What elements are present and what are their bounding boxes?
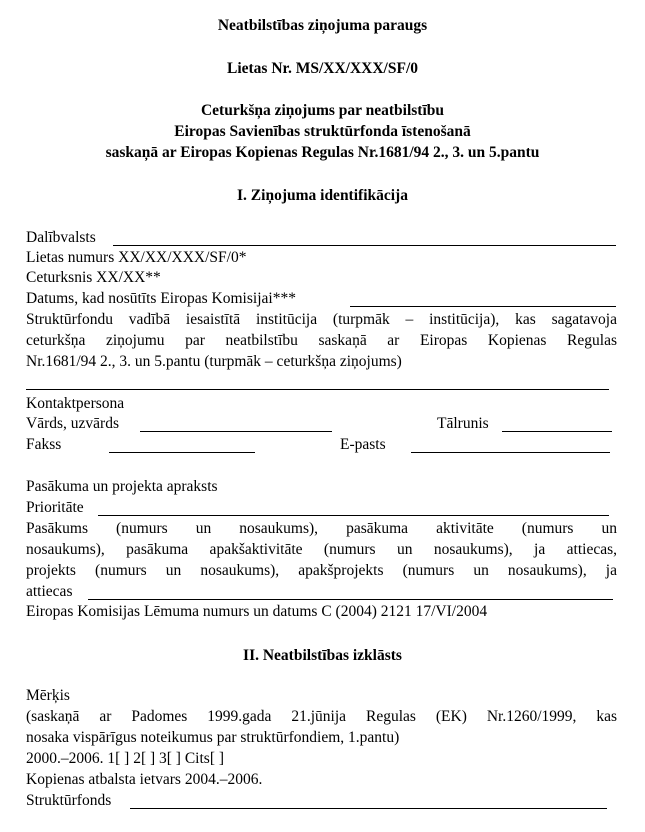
institution-line[interactable] — [26, 389, 609, 390]
quarter-field: Ceturksnis XX/XX** — [26, 269, 161, 286]
regulation-text-line-2: nosaka vispārīgus noteikumus par struktūrfondiem, 1.pantu) — [26, 729, 400, 746]
section-2-heading: II. Neatbilstības izklāsts — [243, 647, 402, 664]
institution-text-line-2: ceturkšņa ziņojumu par neatbilstību saskaņā ar Eiropas Kopienas Regulas — [26, 332, 617, 349]
measure-text-line-1: Pasākums (numurs un nosaukums), pasākuma aktivitāte (numurs un — [26, 520, 617, 537]
member-state-line[interactable] — [113, 245, 616, 246]
section-1-heading: I. Ziņojuma identifikācija — [237, 187, 408, 204]
phone-label: Tālrunis — [437, 415, 489, 432]
phone-line[interactable] — [502, 431, 612, 432]
name-surname-line[interactable] — [140, 431, 332, 432]
priority-line[interactable] — [98, 515, 609, 516]
objective-label: Mērķis — [26, 687, 70, 704]
regulation-text-line-1: (saskaņā ar Padomes 1999.gada 21.jūnija Regulas (EK) Nr.1260/1999, kas — [26, 708, 617, 725]
email-line[interactable] — [411, 452, 610, 453]
contact-person-label: Kontaktpersona — [26, 395, 125, 412]
fax-label: Fakss — [26, 436, 62, 453]
date-sent-label: Datums, kad nosūtīts Eiropas Komisijai*** — [26, 290, 296, 307]
report-subtitle-line-3: saskaņā ar Eiropas Kopienas Regulas Nr.1681/94 2., 3. un 5.pantu — [105, 144, 540, 161]
institution-text-line-3: Nr.1681/94 2., 3. un 5.pantu (turpmāk – ceturkšņa ziņojums) — [26, 353, 402, 370]
email-label: E-pasts — [340, 436, 386, 453]
case-number-field: Lietas numurs XX/XX/XXX/SF/0* — [26, 249, 247, 266]
ec-decision-text: Eiropas Komisijas Lēmuma numurs un datums C (2004) 2121 17/VI/2004 — [26, 603, 488, 620]
priority-label: Prioritāte — [26, 499, 84, 516]
document-title: Neatbilstības ziņojuma paraugs — [217, 17, 428, 34]
structural-fund-line[interactable] — [130, 808, 607, 809]
fax-line[interactable] — [109, 452, 255, 453]
applicable-label: attiecas — [26, 583, 73, 600]
member-state-label: Dalībvalsts — [26, 229, 96, 246]
applicable-line[interactable] — [88, 599, 613, 600]
measure-text-line-3: projekts (numurs un nosaukums), apakšprojekts (numurs un nosaukums), ja — [26, 562, 617, 579]
report-subtitle-line-1: Ceturkšņa ziņojums par neatbilstību — [200, 102, 445, 119]
structural-fund-label: Struktūrfonds — [26, 792, 112, 809]
date-sent-line[interactable] — [350, 306, 616, 307]
support-framework-text: Kopienas atbalsta ietvars 2004.–2006. — [26, 771, 263, 788]
measure-description-label: Pasākuma un projekta apraksts — [26, 478, 218, 495]
case-number-heading: Lietas Nr. MS/XX/XXX/SF/0 — [226, 60, 419, 77]
measure-text-line-2: nosaukums), pasākuma apakšaktivitāte (numurs un nosaukums), ja attiecas, — [26, 541, 617, 558]
institution-text-line-1: Struktūrfondu vadībā iesaistītā institūcija (turpmāk – institūcija), kas sagatavoja — [26, 311, 617, 328]
period-options: 2000.–2006. 1[ ] 2[ ] 3[ ] Cits[ ] — [26, 750, 225, 767]
name-surname-label: Vārds, uzvārds — [26, 415, 119, 432]
report-subtitle-line-2: Eiropas Savienības struktūrfonda īstenošanā — [174, 123, 471, 140]
